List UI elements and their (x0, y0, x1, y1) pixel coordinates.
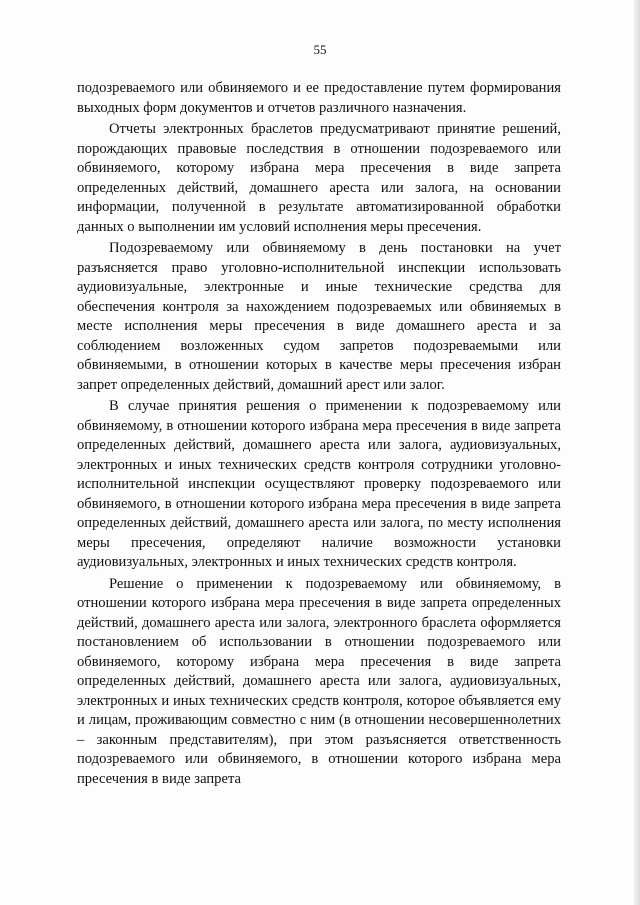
paragraph-4: В случае принятия решения о применении к подозреваемому или обвиняемому, в отношении которого избрана мера пресечения в виде запрета определенных действий, домашнего ареста или залога, аудиовизуальных, электронных и иных технических средств контроля сотрудники уголовно-исполнительной инспекции осуществляют проверку подозреваемого или обвиняемого, в отношении которого избрана мера пресечения в виде запрета определенных действий, домашнего ареста или залога, по месту исполнения меры пресечения, определяют наличие возможности установки аудиовизуальных, электронных и иных технических средств контроля. (77, 398, 561, 570)
document-body (77, 79, 561, 789)
page-number: 55 (313, 42, 327, 57)
paragraph-3: Подозреваемому или обвиняемому в день постановки на учет разъясняется право уголовно-исполнительной инспекции использовать аудиовизуальные, электронные и иные технические средства для обеспечения контроля за нахождением подозреваемых или обвиняемых в месте исполнения меры пресечения в виде домашнего ареста и за соблюдением возложенных судом запретов подозреваемыми или обвиняемыми, в отношении которых в качестве меры пресечения избран запрет определенных действий, домашний арест или залог. (77, 240, 561, 393)
paragraph-1: подозреваемого или обвиняемого и ее предоставление путем формирования выходных форм документов и отчетов различного назначения. (77, 80, 561, 116)
paragraph-5: Решение о применении к подозреваемому или обвиняемому, в отношении которого избрана мера пресечения в виде запрета определенных действий, домашнего ареста или залога, электронного браслета оформляется постановлением об использовании в отношении подозреваемого или обвиняемого, которому избрана мера пресечения в виде запрета определенных действий, домашнего ареста или залога, аудиовизуальных, электронных и иных технических средств контроля, которое объявляется ему и лицам, проживающим совместно с ним (в отношении несовершеннолетних – законным представителям), при этом разъясняется ответственность подозреваемого или обвиняемого, в отношении которого избрана мера пресечения в виде запрета (77, 575, 561, 787)
paragraph-2: Отчеты электронных браслетов предусматривают принятие решений, порождающих правовые последствия в отношении подозреваемого или обвиняемого, которому избрана мера пресечения в виде запрета определенных действий, домашнего ареста или залога, на основании информации, полученной в результате автоматизированной обработки данных о выполнении им условий исполнения меры пресечения. (77, 121, 561, 235)
scan-edge-shadow (634, 0, 640, 905)
